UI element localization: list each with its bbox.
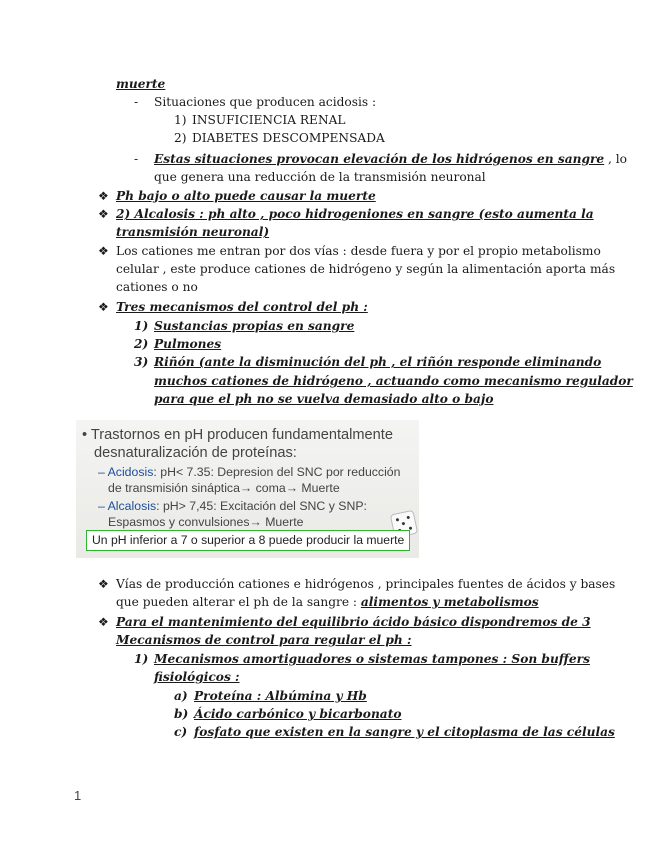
cations-line3: cationes o no <box>116 280 198 294</box>
slide-alcalosis-term: Alcalosis <box>107 499 157 513</box>
alcalosis-line2: transmisión neuronal) <box>116 225 270 239</box>
slide-alcalosis-text: : pH> 7,45: Excitación del SNC y SNP: <box>156 499 367 513</box>
sources-line2-plain: que pueden alterar el ph de la sangre : <box>116 595 361 609</box>
list-letter: b) <box>174 707 189 721</box>
buffer-item: Ácido carbónico y bicarbonato <box>194 707 402 721</box>
bullet-icon: ❖ <box>98 615 109 629</box>
mechanism-item: Pulmones <box>154 337 222 351</box>
slide-caption: Un pH inferior a 7 o superior a 8 puede producir la muerte <box>86 530 410 551</box>
dash-marker: - <box>134 95 139 109</box>
page-number: 1 <box>74 788 82 803</box>
list-letter: c) <box>174 725 188 739</box>
slide-title-line2: desnaturalización de proteínas: <box>94 445 297 461</box>
dash-marker: - <box>134 152 139 166</box>
bullet-icon: ❖ <box>98 300 109 314</box>
kidney-line3: para que el ph no se vuelva demasiado alto o bajo <box>154 392 494 406</box>
list-number: 3) <box>134 355 149 369</box>
slide-dash: – <box>98 499 105 513</box>
balance-line1: Para el mantenimiento del equilibrio ácido básico dispondremos de 3 <box>116 615 591 629</box>
list-number: 2) <box>134 337 149 351</box>
mechanisms-title: Tres mecanismos del control del ph : <box>116 300 368 314</box>
list-number: 2) <box>174 131 187 145</box>
acidosis-effect-line2: que genera una reducción de la transmisión neuronal <box>154 170 486 184</box>
list-number: 1) <box>174 113 187 127</box>
acidosis-effect-line <box>154 151 627 168</box>
cations-line1: Los cationes me entran por dos vías : desde fuera y por el propio metabolismo <box>116 244 601 258</box>
buffer-item: fosfato que existen en la sangre y el citoplasma de las células <box>194 725 615 739</box>
bullet-icon: ❖ <box>98 189 109 203</box>
bullet-icon: ❖ <box>98 244 109 258</box>
kidney-line2: muchos cationes de hidrógeno , actuando como mecanismo regulador <box>154 374 633 388</box>
acidosis-effect-bold: Estas situaciones provocan elevación de los hidrógenos en sangre <box>154 152 605 166</box>
sources-line2 <box>116 594 539 611</box>
alcalosis-line1: 2) Alcalosis : ph alto , poco hidrogeniones en sangre (esto aumenta la <box>116 207 594 221</box>
bullet-icon: ❖ <box>98 577 109 591</box>
buffer-line1: Mecanismos amortiguadores o sistemas tampones : Son buffers <box>154 652 590 666</box>
slide-acidosis-text: : pH< 7.35: Depresion del SNC por reducción <box>153 465 401 479</box>
buffer-line2: fisiológicos : <box>154 670 240 684</box>
acidosis-cause-item: INSUFICIENCIA RENAL <box>192 113 346 127</box>
bullet-ph-death: Ph bajo o alto puede causar la muerte <box>116 189 376 203</box>
slide-dash: – <box>98 465 105 479</box>
mechanism-item: Sustancias propias en sangre <box>154 319 355 333</box>
balance-line2: Mecanismos de control para regular el ph : <box>116 633 412 647</box>
buffer-item: Proteína : Albúmina y Hb <box>194 689 367 703</box>
bullet-icon: ❖ <box>98 207 109 221</box>
cations-line2: celular , este produce cationes de hidrógeno y según la alimentación aporta más <box>116 262 616 276</box>
slide-acidosis-line1 <box>98 464 401 480</box>
mechanism-item: Riñón (ante la disminución del ph , el riñón responde eliminando <box>154 355 602 369</box>
acidosis-cause-item: DIABETES DESCOMPENSADA <box>192 131 385 145</box>
acidosis-effect-rest: , lo <box>604 152 628 166</box>
sources-line2-bold: alimentos y metabolismos <box>360 595 539 609</box>
sources-line1: Vías de producción cationes e hidrógenos , principales fuentes de ácidos y bases <box>116 577 616 591</box>
list-number: 1) <box>134 319 149 333</box>
slide-alcalosis-line1 <box>98 498 367 514</box>
continued-text: muerte <box>116 77 166 91</box>
list-number: 1) <box>134 652 149 666</box>
slide-title-line1: • Trastornos en pH producen fundamentalmente <box>82 427 393 443</box>
list-letter: a) <box>174 689 188 703</box>
slide-acidosis-term: Acidosis <box>107 465 154 479</box>
slide-acidosis-line2: de transmisión sináptica→ coma→ Muerte <box>108 481 340 495</box>
slide-alcalosis-line2: Espasmos y convulsiones→ Muerte <box>108 515 304 529</box>
acidosis-causes-intro: Situaciones que producen acidosis : <box>154 95 377 109</box>
